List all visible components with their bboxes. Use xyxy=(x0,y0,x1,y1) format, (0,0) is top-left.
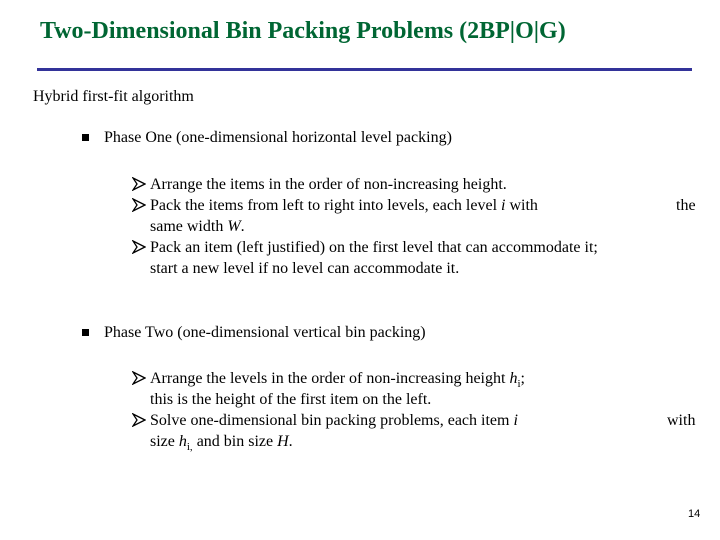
phase-two-item-2-line-1: Solve one-dimensional bin packing problems, each item i xyxy=(150,412,518,429)
arrow-bullet-icon xyxy=(132,177,146,191)
phase-two-item-1-line-1: Arrange the levels in the order of non-increasing height $h_i$; xyxy=(150,370,525,391)
arrow-bullet-icon xyxy=(132,371,146,385)
phase-one-item-2-trailing-word: the xyxy=(676,197,696,214)
phase-one-label: Phase One (one-dimensional horizontal level packing) xyxy=(104,129,452,146)
square-bullet-icon xyxy=(82,134,89,141)
phase-two-item-2-trailing-word: with xyxy=(667,412,696,429)
page-number: 14 xyxy=(688,508,701,520)
phase-two-label: Phase Two (one-dimensional vertical bin packing) xyxy=(104,324,426,341)
square-bullet-icon xyxy=(82,329,89,336)
arrow-bullet-icon xyxy=(132,413,146,427)
phase-one-item-3-line-1: Pack an item (left justified) on the first level that can accommodate it; xyxy=(150,239,598,256)
arrow-bullet-icon xyxy=(132,198,146,212)
title-underline xyxy=(37,68,692,71)
arrow-bullet-icon xyxy=(132,240,146,254)
phase-one-item-2-line-1: Pack the items from left to right into levels, each level i with xyxy=(150,197,538,214)
slide-subtitle: Hybrid first-fit algorithm xyxy=(33,88,194,105)
slide-title: Two-Dimensional Bin Packing Problems (2BP|O|G) xyxy=(40,18,566,44)
phase-one-item-1-text: Arrange the items in the order of non-increasing height. xyxy=(150,176,507,193)
